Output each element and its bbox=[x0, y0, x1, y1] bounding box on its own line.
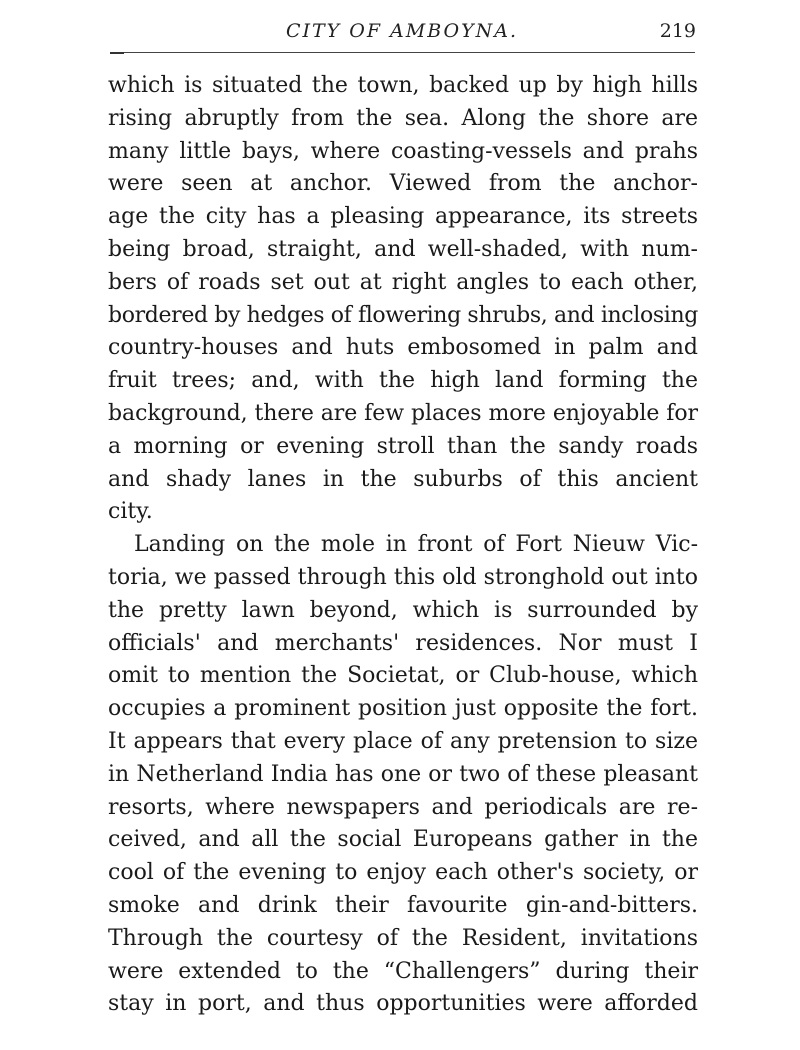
page-number: 219 bbox=[659, 20, 696, 42]
text-line: bordered by hedges of flowering shrubs, and inclosing bbox=[108, 302, 698, 328]
text-line: resorts, where newspapers and periodicals are re- bbox=[108, 794, 698, 820]
text-line: being broad, straight, and well-shaded, with num- bbox=[108, 236, 698, 262]
text-line: stay in port, and thus opportunities were afforded bbox=[108, 991, 698, 1017]
text-line: were seen at anchor. Viewed from the anchor- bbox=[108, 171, 698, 197]
text-line: officials' and merchants' residences. Nor must I bbox=[108, 630, 698, 656]
text-line: ceived, and all the social Europeans gather in the bbox=[108, 827, 698, 853]
text-line: bers of roads set out at right angles to each other, bbox=[108, 269, 698, 295]
text-line: were extended to the “Challengers” during their bbox=[108, 958, 698, 984]
running-title: CITY OF AMBOYNA. bbox=[285, 20, 519, 42]
text-line: It appears that every place of any pretension to size bbox=[108, 728, 698, 754]
text-line: in Netherland India has one or two of these pleasant bbox=[108, 761, 698, 787]
text-line: omit to mention the Societat, or Club-house, which bbox=[108, 663, 698, 689]
body-text bbox=[108, 70, 698, 1021]
text-line: toria, we passed through this old stronghold out into bbox=[108, 564, 698, 590]
text-line: rising abruptly from the sea. Along the shore are bbox=[108, 105, 698, 131]
text-line: many little bays, where coasting-vessels and prahs bbox=[108, 138, 698, 164]
header-rule bbox=[110, 52, 695, 53]
paragraph-1 bbox=[108, 70, 698, 529]
text-line: a morning or evening stroll than the sandy roads bbox=[108, 433, 698, 459]
text-line: Through the courtesy of the Resident, invitations bbox=[108, 925, 698, 951]
text-line: which is situated the town, backed up by high hills bbox=[108, 73, 698, 98]
text-line: country-houses and huts embosomed in palm and bbox=[108, 335, 698, 361]
text-line: Landing on the mole in front of Fort Nieuw Vic- bbox=[134, 532, 698, 558]
text-line: and shady lanes in the suburbs of this ancient bbox=[108, 466, 698, 492]
text-line: the pretty lawn beyond, which is surrounded by bbox=[108, 597, 698, 623]
header-rule-tick bbox=[110, 52, 124, 54]
running-head bbox=[108, 18, 696, 48]
paragraph-2 bbox=[108, 529, 698, 1021]
text-line: age the city has a pleasing appearance, its streets bbox=[108, 204, 698, 230]
text-line: fruit trees; and, with the high land forming the bbox=[108, 368, 698, 394]
text-line: city. bbox=[108, 499, 153, 525]
text-line: background, there are few places more enjoyable for bbox=[108, 400, 698, 426]
text-line: cool of the evening to enjoy each other's society, or bbox=[108, 860, 698, 886]
text-line: smoke and drink their favourite gin-and-bitters. bbox=[108, 892, 698, 918]
text-line: occupies a prominent position just opposite the fort. bbox=[108, 696, 698, 722]
